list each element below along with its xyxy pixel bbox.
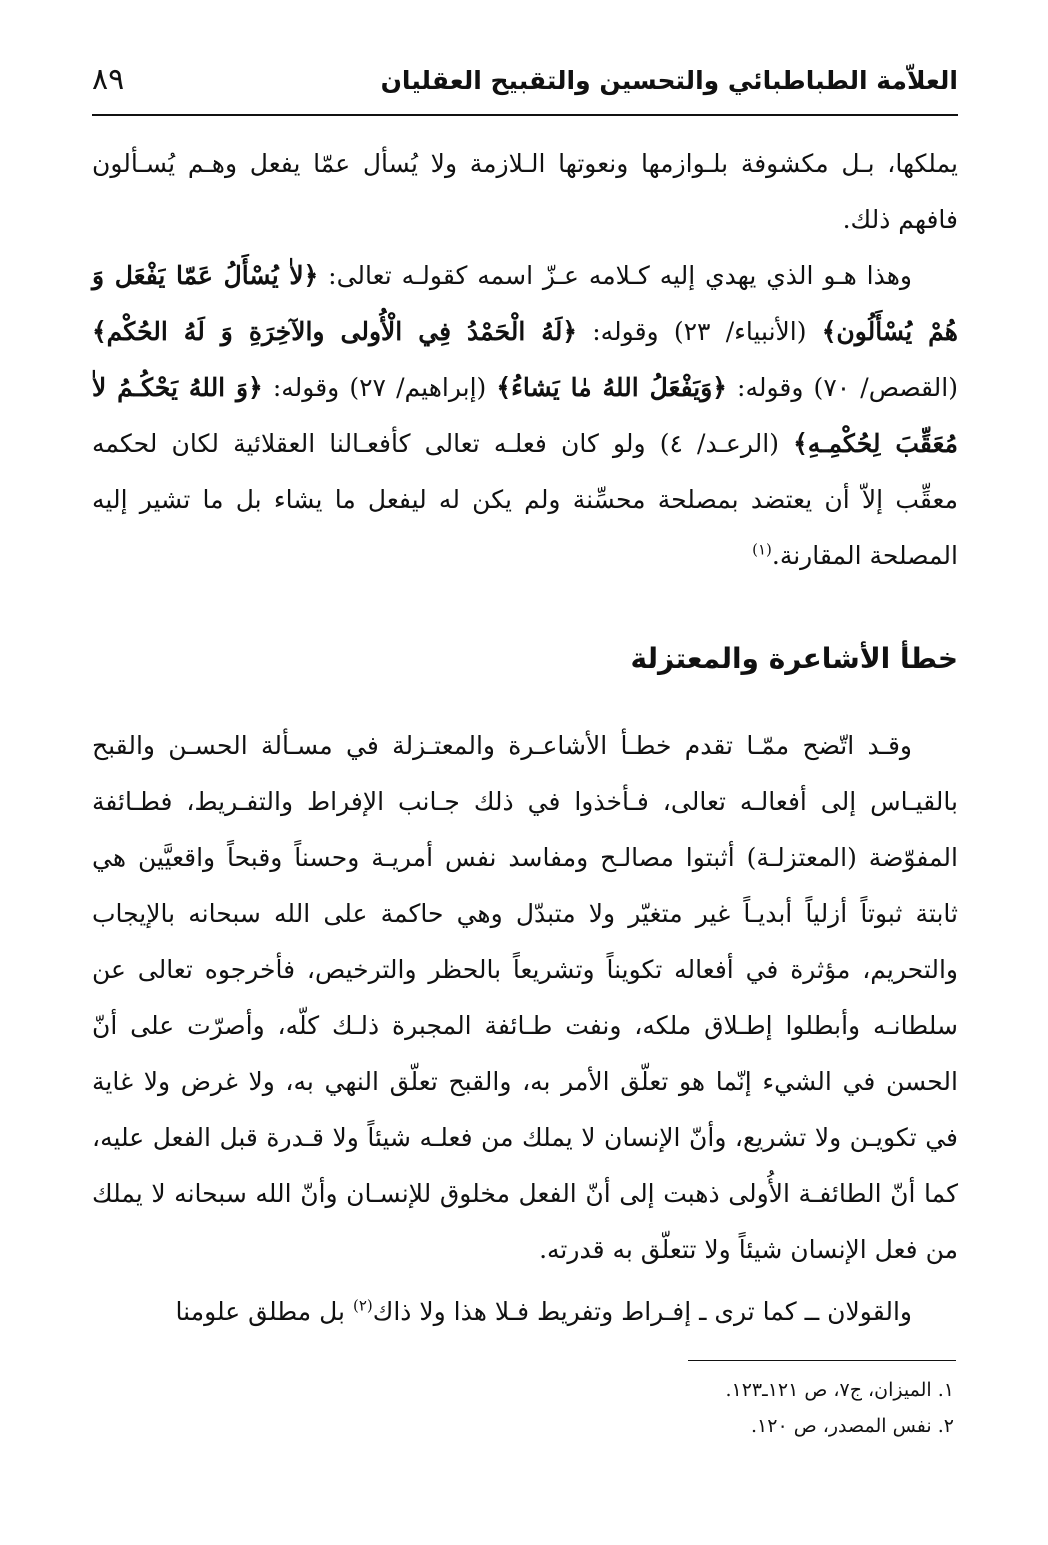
paragraph-1: يملكها، بـل مكشوفة بلـوازمها ونعوتها الـلازمة ولا يُسأل عمّا يفعل وهـم يُسـألون فافهم ذلك. [92, 149, 958, 234]
paragraph-2-text-2: (الأنبياء/ ٢٣) وقوله: [576, 317, 822, 346]
paragraph-2-text-3: (القصص/ ٧٠) وقوله: [726, 373, 958, 402]
section1-text [92, 136, 958, 584]
section2-text [92, 718, 958, 1340]
quran-verse-2: ﴿لَهُ الْحَمْدُ فِي الْأُولى والآخِرَةِ وَ لَهُ الحُكْم﴾ [92, 317, 577, 346]
paragraph-2-text-4: (إبراهيم/ ٢٧) وقوله: [262, 373, 497, 402]
paragraph-2-text-5: (الرعـد/ ٤) ولو كان فعلـه تعالى كأفعـالنا العقلائية لكان لحكمه معقِّب إلاّ أن يعتضد بمصلحة محسِّنة ولم يكن له ليفعل ما يشاء بل ما تشير إليه المصلحة المقارنة. [92, 429, 958, 570]
page-header [92, 62, 958, 116]
footnotes [92, 1372, 958, 1444]
page-number: ٨٩ [92, 62, 125, 97]
section-heading: خطأ الأشاعرة والمعتزلة [630, 642, 958, 675]
quran-verse-3: ﴿وَيَفْعَلُ اللهُ مٰا يَشاءُ﴾ [496, 373, 727, 402]
footnote-marker-2: (٢) [352, 1296, 373, 1315]
paragraph-2-text-1: وهذا هـو الذي يهدي إليه كـلامه عـزّ اسمه كقولـه تعالى: [318, 261, 912, 290]
footnote-1: ١. الميزان، ج٧، ص ١٢١ـ١٢٣. [725, 1379, 954, 1401]
paragraph-4-text-2: بل مطلق علومنا [175, 1297, 353, 1326]
quran-verse-4: ﴿وَ اللهُ يَحْكُـمُ لاٰ مُعَقِّبَ لِحُكْمِـهِ﴾ [92, 373, 959, 458]
footnote-divider [688, 1360, 956, 1361]
quran-verse-1: ﴿لاٰ يُسْأَلُ عَمّا يَفْعَل وَ هُمْ يُسْأَلُون﴾ [92, 261, 958, 346]
running-title: العلاّمة الطباطبائي والتحسين والتقبيح العقليان [380, 66, 958, 95]
footnote-marker-1: (١) [752, 540, 772, 559]
paragraph-4-text-1: والقولان ــ كما ترى ـ إفـراط وتفريط فـلا هذا ولا ذاك [372, 1297, 912, 1326]
paragraph-3: وقـد اتّضح ممّـا تقدم خطـأ الأشاعـرة والمعتـزلة في مسـألة الحسـن والقبح بالقيـاس إلى أفعالـه تعالى، فـأخذوا في ذلك جـانب الإفراط والتفـريط، فطـائفة المفوّضة (المعتزلـة) أثبتوا مصالـح ومفاسد نفس أمريـة وحسناً وقبحاً واقعيَّين هي ثابتة ثبوتاً أزلياً أبديـاً غير متغيّر ولا متبدّل وهي حاكمة على الله سبحانه بالإيجاب والتحريم، مؤثرة في أفعاله تكويناً وتشريعاً بالحظر والترخيص، فأخرجوه تعالى عن سلطانـه وأبطلوا إطـلاق ملكه، ونفت طـائفة المجبرة ذلـك كلّه، وأصرّت على أنّ الحسن في الشيء إنّما هو تعلّق الأمر به، والقبح تعلّق النهي به، ولا غرض ولا غاية في تكويـن ولا تشريع، وأنّ الإنسان لا يملك من فعلـه شيئاً ولا قـدرة قبل الفعل عليه، كما أنّ الطائفـة الأُولى ذهبت إلى أنّ الفعل مخلوق للإنسـان وأنّ الله سبحانه لا يملك من فعل الإنسان شيئاً ولا تتعلّق به قدرته. [92, 731, 958, 1264]
footnote-2: ٢. نفس المصدر، ص ١٢٠. [751, 1415, 954, 1437]
paragraph-2 [92, 248, 958, 584]
paragraph-4 [92, 1284, 958, 1340]
